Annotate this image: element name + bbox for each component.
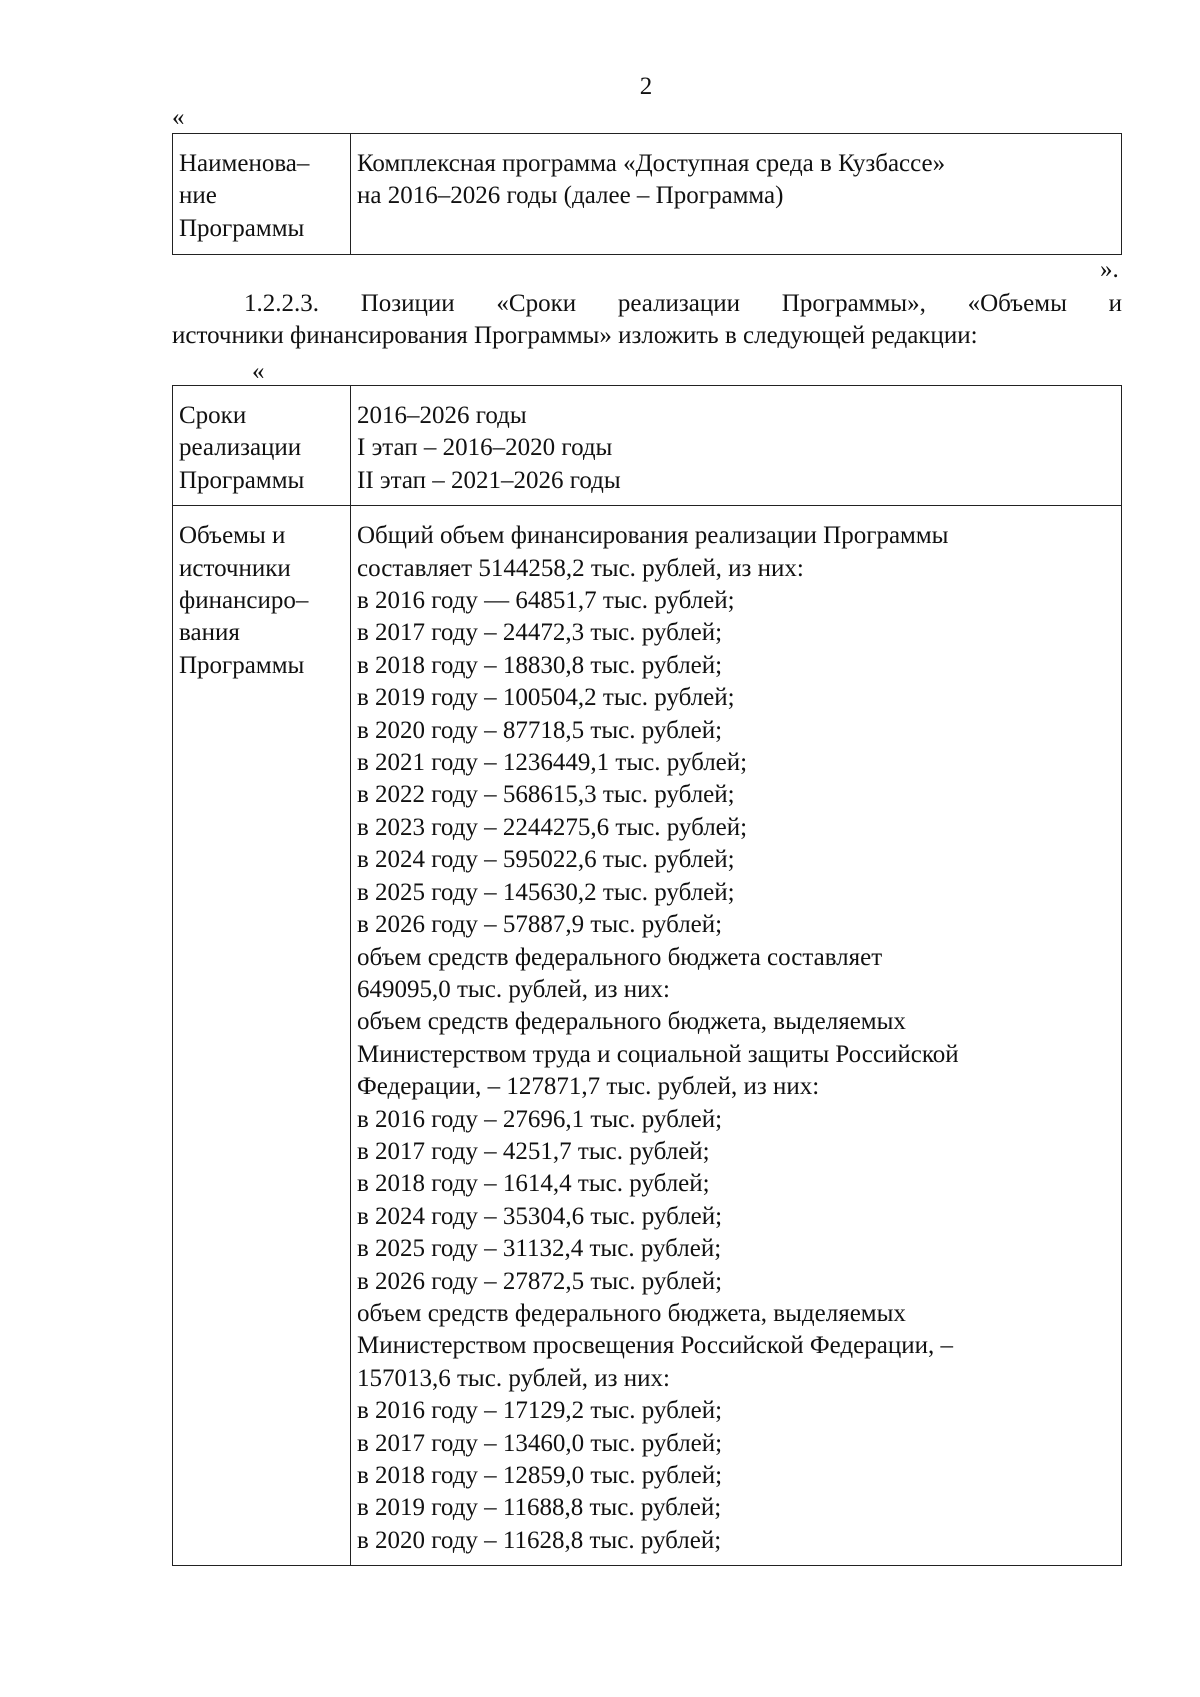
label-line: источники <box>179 554 291 582</box>
value-line: Федерации, – 127871,7 тыс. рублей, из них: <box>357 1073 820 1101</box>
label-line: Программы <box>179 651 305 679</box>
value-line: в 2016 году — 64851,7 тыс. рублей; <box>357 587 735 615</box>
value-line: в 2019 году – 11688,8 тыс. рублей; <box>357 1494 722 1522</box>
funding-value-cell <box>351 506 1122 1566</box>
label-line: Сроки <box>179 402 247 429</box>
paragraph-line: 1.2.2.3. Позиции «Сроки реализации Программы», «Объемы и <box>244 290 1122 317</box>
value-line: в 2024 году – 35304,6 тыс. рублей; <box>357 1202 723 1230</box>
label-line: реализации <box>179 434 302 462</box>
terms-label-cell <box>173 386 351 506</box>
value-line: в 2020 году – 87718,5 тыс. рублей; <box>357 716 723 744</box>
value-line: составляет 5144258,2 тыс. рублей, из них: <box>357 554 804 582</box>
value-line: 157013,6 тыс. рублей, из них: <box>357 1364 670 1392</box>
label-line: вания <box>179 619 240 647</box>
value-line: в 2017 году – 4251,7 тыс. рублей; <box>357 1137 710 1165</box>
value-line: I этап – 2016–2020 годы <box>357 434 613 462</box>
label-line: финансиро– <box>179 587 309 615</box>
table-row <box>173 506 1122 1566</box>
paragraph-line: источники финансирования Программы» изложить в следующей редакции: <box>172 322 978 349</box>
amendment-paragraph <box>172 288 1122 352</box>
value-line: в 2017 году – 24472,3 тыс. рублей; <box>357 619 723 647</box>
table-row <box>173 134 1122 255</box>
value-line: в 2018 году – 1614,4 тыс. рублей; <box>357 1170 710 1198</box>
value-line: объем средств федерального бюджета составляет <box>357 943 883 971</box>
value-line: в 2025 году – 145630,2 тыс. рублей; <box>357 878 735 906</box>
value-line: на 2016–2026 годы (далее – Программа) <box>357 182 784 210</box>
value-line: Министерством труда и социальной защиты Российской <box>357 1040 959 1068</box>
label-line: Программы <box>179 214 305 242</box>
program-terms-funding-table <box>172 385 1122 1566</box>
page-number: 2 <box>639 73 653 100</box>
value-line: Министерством просвещения Российской Федерации, – <box>357 1332 953 1360</box>
value-line: 2016–2026 годы <box>357 402 527 429</box>
value-line: в 2016 году – 27696,1 тыс. рублей; <box>357 1105 723 1133</box>
program-name-value-cell <box>351 134 1122 255</box>
value-line: объем средств федерального бюджета, выделяемых <box>357 1299 906 1327</box>
value-line: в 2026 году – 57887,9 тыс. рублей; <box>357 911 723 939</box>
value-line: в 2025 году – 31132,4 тыс. рублей; <box>357 1235 722 1263</box>
value-line: в 2017 году – 13460,0 тыс. рублей; <box>357 1429 723 1457</box>
value-line: в 2024 году – 595022,6 тыс. рублей; <box>357 846 735 874</box>
program-name-table <box>172 133 1122 255</box>
value-line: в 2023 году – 2244275,6 тыс. рублей; <box>357 813 748 841</box>
closing-quote-mark: ». <box>1100 256 1119 283</box>
value-line: объем средств федерального бюджета, выделяемых <box>357 1008 906 1036</box>
value-line: Комплексная программа «Доступная среда в Кузбассе» <box>357 150 946 177</box>
value-line: в 2018 году – 18830,8 тыс. рублей; <box>357 651 723 679</box>
value-line: в 2022 году – 568615,3 тыс. рублей; <box>357 781 735 809</box>
value-line: в 2018 году – 12859,0 тыс. рублей; <box>357 1462 723 1489</box>
program-name-label-cell <box>173 134 351 255</box>
label-line: Объемы и <box>179 522 286 550</box>
opening-quote-mark: « <box>252 358 265 385</box>
value-line: II этап – 2021–2026 годы <box>357 466 621 494</box>
value-line: в 2021 году – 1236449,1 тыс. рублей; <box>357 749 748 777</box>
value-line: 649095,0 тыс. рублей, из них: <box>357 975 670 1003</box>
value-line: Общий объем финансирования реализации Программы <box>357 522 949 550</box>
opening-quote-mark: « <box>172 104 185 131</box>
terms-value-cell <box>351 386 1122 506</box>
label-line: Наименова– <box>179 150 310 177</box>
label-line: ние <box>179 182 217 210</box>
value-line: в 2016 году – 17129,2 тыс. рублей; <box>357 1397 723 1425</box>
value-line: в 2020 году – 11628,8 тыс. рублей; <box>357 1526 722 1554</box>
value-line: в 2026 году – 27872,5 тыс. рублей; <box>357 1267 723 1295</box>
label-line: Программы <box>179 466 305 494</box>
table-row <box>173 386 1122 506</box>
funding-label-cell <box>173 506 351 1566</box>
value-line: в 2019 году – 100504,2 тыс. рублей; <box>357 684 735 712</box>
